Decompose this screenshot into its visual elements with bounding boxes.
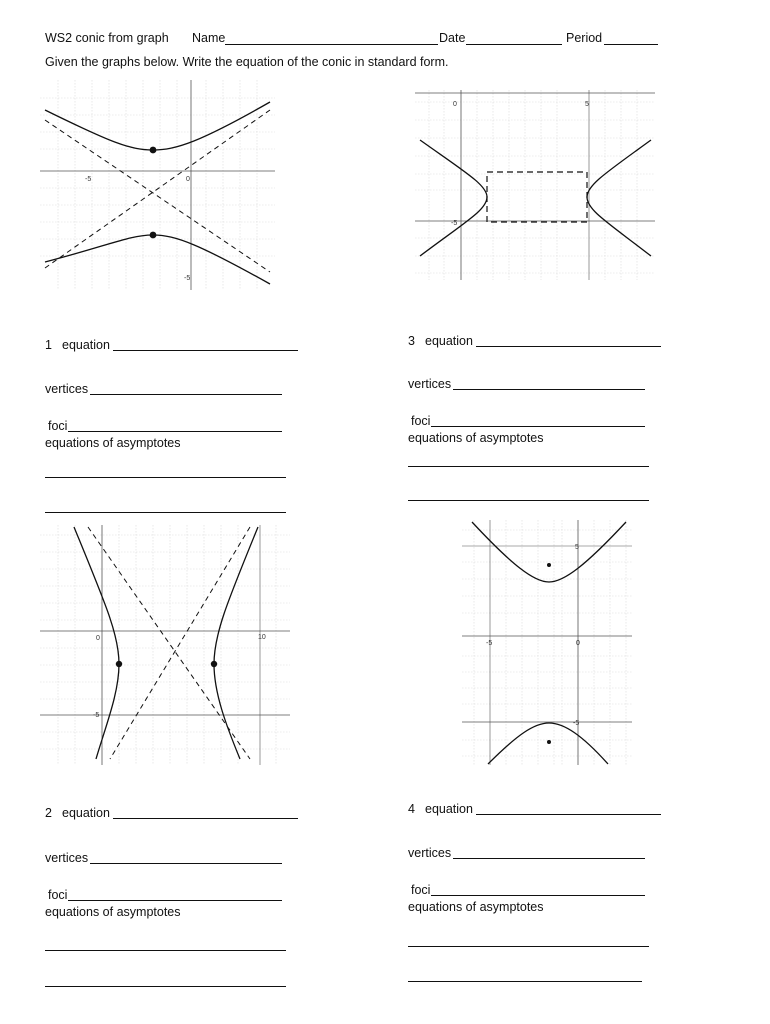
problem-2-asymptotes-label: equations of asymptotes: [45, 905, 181, 919]
problem-2-equation-field[interactable]: [113, 818, 298, 819]
graph-1-vertex-top: [150, 147, 157, 154]
problem-1-equation-field[interactable]: [113, 350, 298, 351]
problem-4-vertices-field[interactable]: [453, 858, 645, 859]
graph-4-upper-branch: [472, 522, 626, 582]
problem-4-equation-label: equation: [425, 802, 473, 816]
problem-4-foci-label: foci: [411, 883, 431, 897]
problem-4-asymptote-1-field[interactable]: [408, 946, 649, 947]
problem-3-asymptote-1-field[interactable]: [408, 466, 649, 467]
problem-3-foci-label: foci: [411, 414, 431, 428]
graph-2-tick-ten: 10: [258, 634, 266, 641]
graph-3: [415, 90, 655, 280]
graph-4-tick-x-neg: -5: [486, 640, 493, 647]
name-label: Name: [192, 31, 226, 45]
problem-4-number: 4: [408, 802, 415, 816]
problem-1-vertices-field[interactable]: [90, 394, 282, 395]
problem-4-foci-field[interactable]: [431, 895, 645, 896]
graph-1-grid: [40, 80, 275, 290]
graph-1-tick-zero: 0: [186, 176, 190, 183]
problem-2-asymptote-1-field[interactable]: [45, 950, 286, 951]
graph-1: [40, 80, 275, 290]
graph-4-tick-zero: 0: [576, 640, 580, 647]
graph-3-right-branch: [587, 140, 651, 256]
problem-4-equation-field[interactable]: [476, 814, 661, 815]
date-label: Date: [439, 31, 466, 45]
graph-1-asymptotes: [45, 110, 270, 272]
problem-1-foci-label: foci: [48, 419, 68, 433]
graph-2-tick-zero: 0: [96, 635, 100, 642]
problem-2-equation-label: equation: [62, 806, 110, 820]
problem-3-equation-label: equation: [425, 334, 473, 348]
problem-1-asymptote-1-field[interactable]: [45, 477, 286, 478]
problem-2-foci-field[interactable]: [68, 900, 282, 901]
problem-3-foci-field[interactable]: [431, 426, 645, 427]
graph-3-tick-zero: 0: [453, 101, 457, 108]
problem-1-vertices-label: vertices: [45, 382, 89, 396]
problem-1-asymptote-2-field[interactable]: [45, 512, 286, 513]
graph-4: [462, 520, 632, 765]
date-field[interactable]: [466, 44, 562, 45]
graph-2-left-branch: [74, 527, 119, 759]
problem-2-vertices-field[interactable]: [90, 863, 282, 864]
problem-1-foci-field[interactable]: [68, 431, 282, 432]
problem-3-vertices-label: vertices: [408, 377, 452, 391]
graph-3-tick-five: 5: [585, 101, 589, 108]
period-label: Period: [566, 31, 603, 45]
problem-2-asymptote-2-field[interactable]: [45, 986, 286, 987]
problem-2-number: 2: [45, 806, 52, 820]
problem-4-asymptotes-label: equations of asymptotes: [408, 900, 544, 914]
graph-4-tick-y-neg: -5: [573, 720, 580, 727]
problem-4-vertices-label: vertices: [408, 846, 452, 860]
graph-4-tick-y-pos: 5: [575, 544, 579, 551]
problem-1-equation-label: equation: [62, 338, 110, 352]
graph-2: [40, 525, 290, 765]
graph-4-focus-bottom: [547, 740, 551, 744]
problem-3-asymptotes-label: equations of asymptotes: [408, 431, 544, 445]
graph-2-right-branch: [214, 527, 258, 759]
problem-2-foci-label: foci: [48, 888, 68, 902]
problem-1-asymptotes-label: equations of asymptotes: [45, 436, 181, 450]
graph-1-vertex-bottom: [150, 232, 157, 239]
problem-3-equation-field[interactable]: [476, 346, 661, 347]
instructions: Given the graphs below. Write the equation of the conic in standard form.: [45, 55, 449, 69]
period-field[interactable]: [604, 44, 658, 45]
problem-4-asymptote-2-field[interactable]: [408, 981, 642, 982]
problem-2-vertices-label: vertices: [45, 851, 89, 865]
graph-2-vertex-right: [211, 661, 217, 667]
problem-3-vertices-field[interactable]: [453, 389, 645, 390]
graph-4-focus-top: [547, 563, 551, 567]
graph-1-tick-y-neg: -5: [184, 275, 191, 282]
problem-3-number: 3: [408, 334, 415, 348]
graph-2-vertex-left: [116, 661, 122, 667]
graph-2-asymptotes: [88, 527, 250, 759]
graph-1-lower-branch: [45, 235, 270, 284]
graph-1-tick-neg: -5: [85, 176, 92, 183]
problem-1-number: 1: [45, 338, 52, 352]
graph-3-tick-y-neg: -5: [451, 220, 458, 227]
graph-3-fundamental-box: [487, 172, 587, 222]
name-field[interactable]: [225, 44, 438, 45]
problem-3-asymptote-2-field[interactable]: [408, 500, 649, 501]
worksheet-title: WS2 conic from graph: [45, 31, 169, 45]
graph-2-tick-y-neg: -5: [93, 712, 100, 719]
